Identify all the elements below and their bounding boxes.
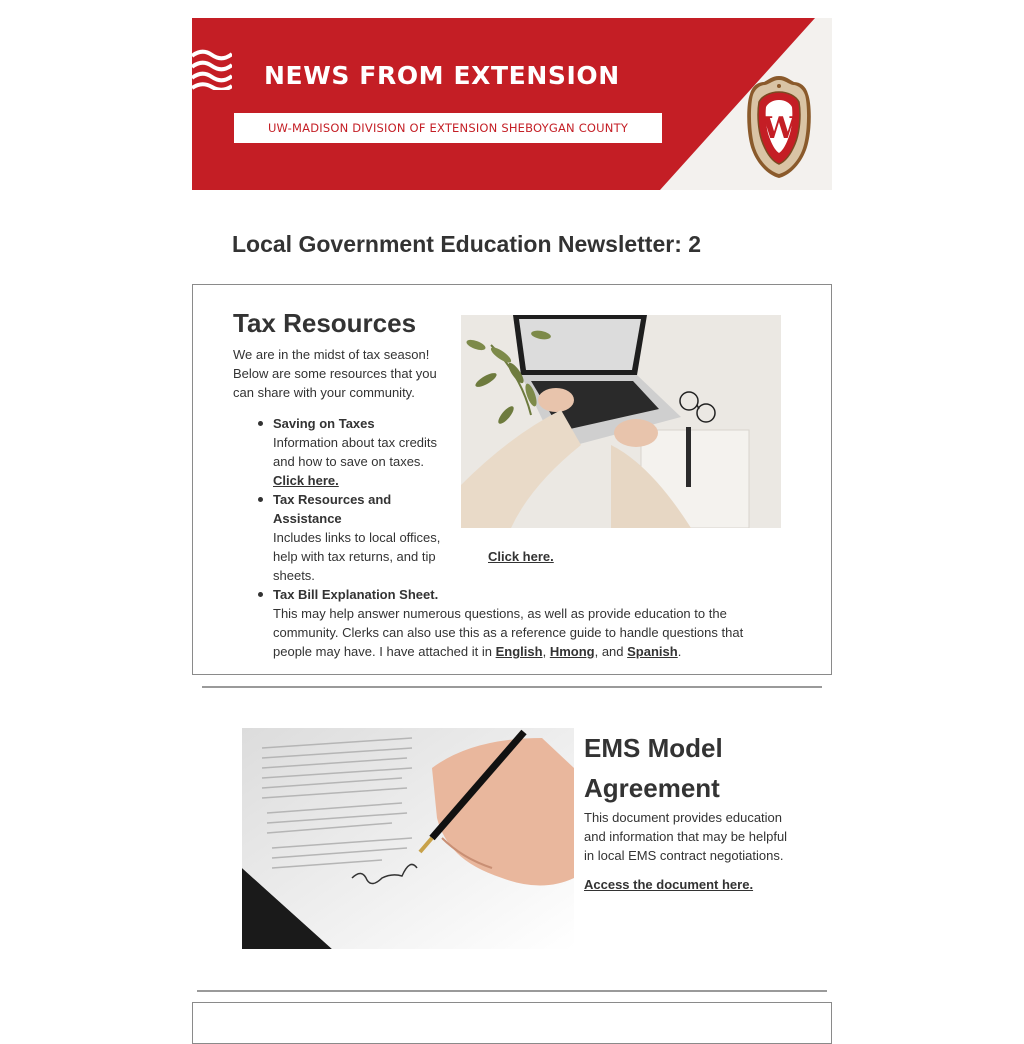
banner-title: NEWS FROM EXTENSION	[264, 61, 620, 90]
separator: ,	[542, 644, 547, 659]
tax-resource-list	[273, 414, 763, 661]
separator: , and	[594, 644, 624, 659]
saving-on-taxes-link[interactable]: Click here.	[273, 473, 339, 488]
item-desc: This may help answer numerous questions, as well as provide education to the community. Clerks can also use this as a reference guide to handle questions that people may have. I have attached it in	[273, 606, 744, 659]
spanish-link[interactable]: Spanish	[627, 644, 678, 659]
hmong-link[interactable]: Hmong	[549, 644, 595, 659]
period: .	[677, 644, 682, 659]
item-desc: Includes links to local offices, help with tax returns, and tip sheets.	[273, 530, 441, 583]
tax-resources-link[interactable]: Click here.	[488, 549, 554, 564]
next-section-box	[192, 1002, 832, 1044]
list-item-tax-bill	[273, 585, 763, 661]
section-divider	[197, 990, 827, 992]
ems-document-link[interactable]: Access the document here.	[584, 877, 754, 892]
header-banner	[192, 18, 832, 190]
item-desc: Information about tax credits and how to save on taxes.	[273, 435, 438, 469]
tax-intro: We are in the midst of tax season! Below are some resources that you can share with your community.	[233, 347, 437, 400]
tax-heading: Tax Resources	[233, 308, 417, 338]
item-title: Saving on Taxes	[273, 416, 375, 431]
waves-icon	[192, 48, 232, 90]
uw-crest-logo	[744, 74, 814, 180]
banner-subtitle: UW-MADISON DIVISION OF EXTENSION SHEBOYGAN COUNTY	[234, 113, 662, 143]
signing-document-photo	[242, 728, 574, 949]
list-item-tax-resources	[273, 490, 763, 585]
section-divider	[202, 686, 822, 688]
crest-letter: W	[762, 111, 796, 146]
banner-cream-panel	[192, 18, 832, 190]
item-title: Tax Resources and Assistance	[273, 492, 392, 526]
ems-heading: EMS Model Agreement	[584, 733, 723, 803]
list-item-saving-on-taxes	[273, 414, 448, 490]
english-link[interactable]: English	[495, 644, 543, 659]
newsletter-title: Local Government Education Newsletter: 2	[232, 231, 702, 257]
item-title: Tax Bill Explanation Sheet.	[273, 587, 439, 602]
ems-description: This document provides education and information that may be helpful in local EMS contract negotiations.	[584, 810, 788, 863]
